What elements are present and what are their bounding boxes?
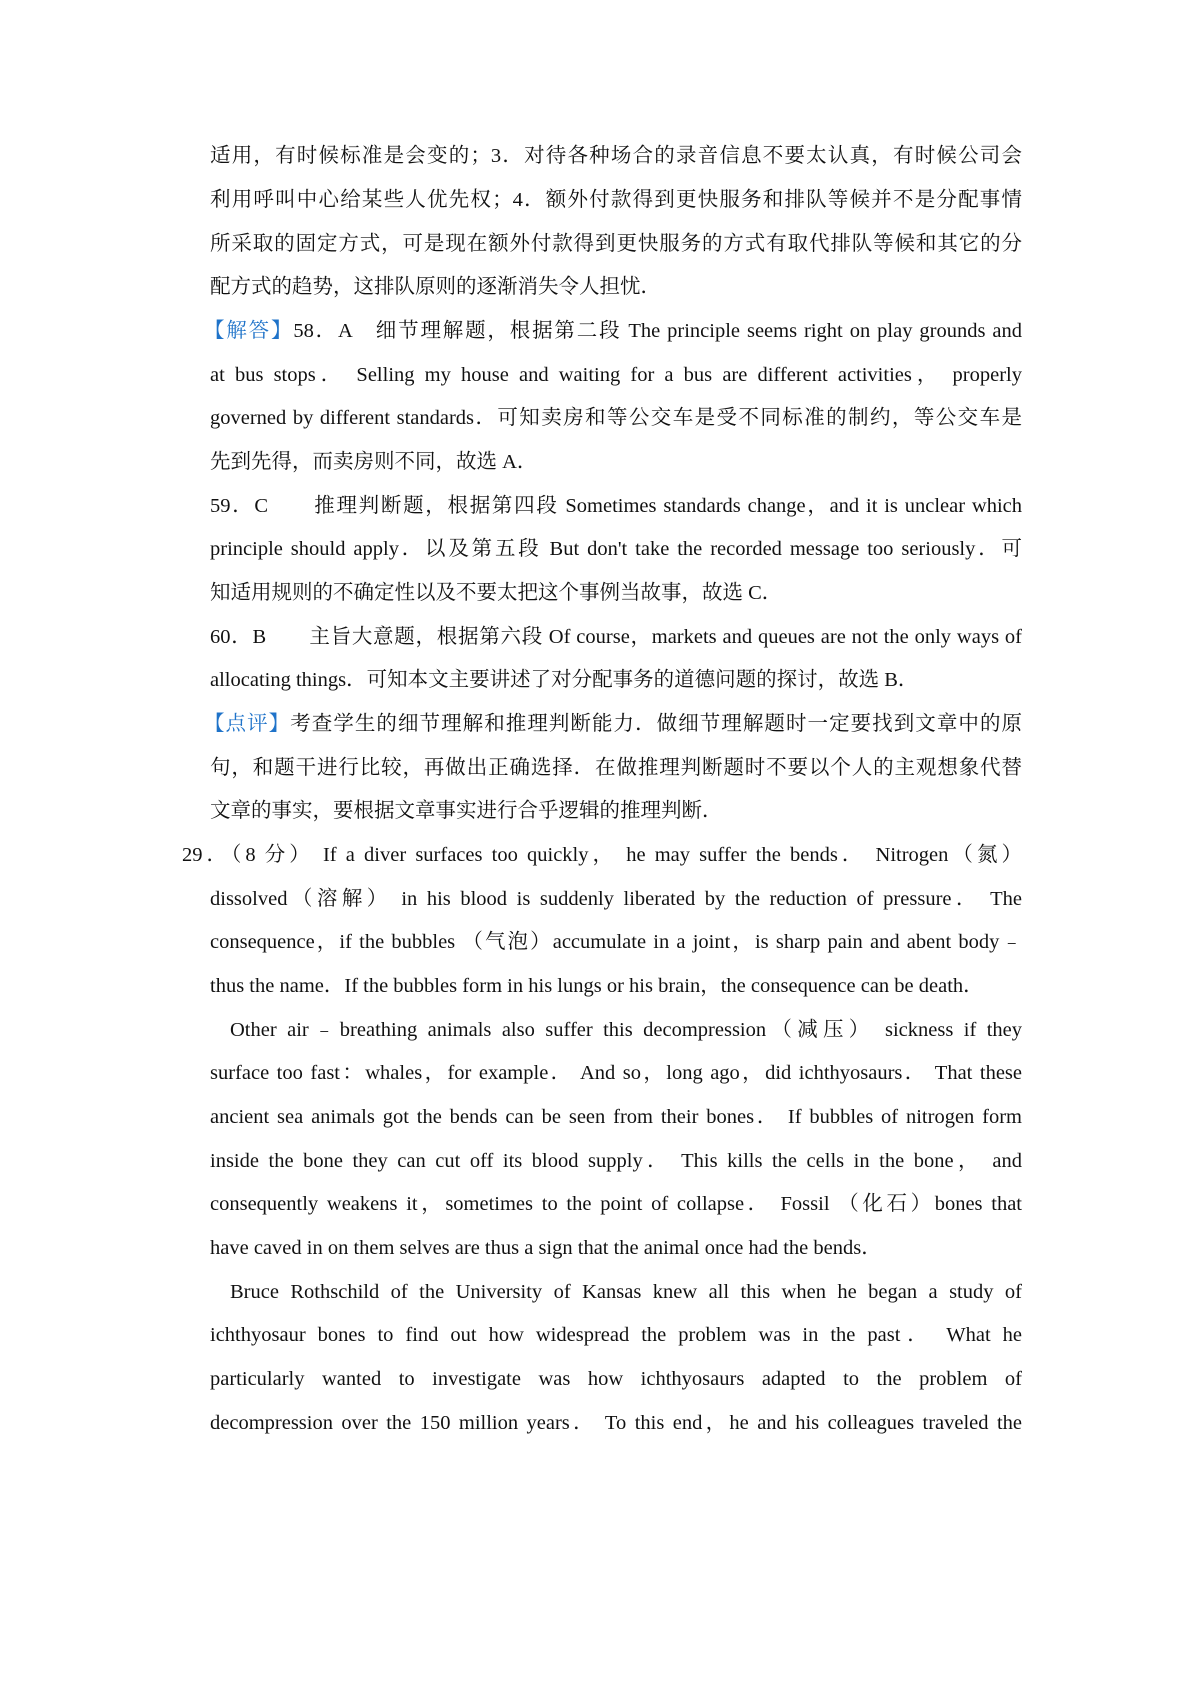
answer-line: 先到先得，而卖房则不同，故选 A． — [210, 451, 538, 473]
analysis-line: 适用，有时候标准是会变的；3．对待各种场合的录音信息不要太认真，有时候公司会 — [210, 145, 1022, 167]
question-29-line: inside the bone they can cut off its blood supply． This kills the cells in the bone， and — [210, 1150, 1022, 1172]
answer-line: allocating things．可知本文主要讲述了对分配事务的道德问题的探讨，故选 B． — [210, 669, 919, 691]
question-29-line: Other air﹣breathing animals also suffer this decompression（减压） sickness if they — [230, 1019, 1022, 1041]
answer-text: 58．A 细节理解题，根据第二段 The principle seems right on play grounds and — [293, 320, 1023, 342]
question-29-line: consequence，if the bubbles （气泡）accumulate in a joint，is sharp pain and abent body﹣ — [210, 931, 1022, 953]
question-29-line: dissolved（溶解） in his blood is suddenly liberated by the reduction of pressure． The — [210, 888, 1022, 910]
answer-line: principle should apply．以及第五段 But don't take the recorded message too seriously．可 — [210, 538, 1022, 560]
analysis-line: 所采取的固定方式，可是现在额外付款得到更快服务的方式有取代排队等候和其它的分 — [210, 233, 1022, 255]
answer-line — [204, 316, 1022, 346]
question-29-line: ichthyosaur bones to find out how widespread the problem was in the past． What he — [210, 1324, 1022, 1346]
question-29-line: decompression over the 150 million years． To this end，he and his colleagues traveled the — [210, 1412, 1022, 1434]
question-29-line: particularly wanted to investigate was how ichthyosaurs adapted to the problem of — [210, 1368, 1022, 1390]
question-29-line: have caved in on them selves are thus a sign that the animal once had the bends． — [210, 1237, 882, 1259]
analysis-line: 利用呼叫中心给某些人优先权；4．额外付款得到更快服务和排队等候并不是分配事情 — [210, 189, 1022, 211]
comment-line — [204, 709, 1022, 739]
answer-line: at bus stops． Selling my house and waiting for a bus are different activities， properly — [210, 364, 1022, 386]
answer-line: 60．B 主旨大意题，根据第六段 Of course，markets and queues are not the only ways of — [210, 626, 1022, 648]
answer-tag: 【解答】 — [204, 320, 294, 342]
analysis-line: 配方式的趋势，这排队原则的逐渐消失令人担忧． — [210, 276, 661, 298]
answer-line: governed by different standards．可知卖房和等公交车是受不同标准的制约，等公交车是 — [210, 407, 1022, 429]
question-29-line: thus the name．If the bubbles form in his lungs or his brain，the consequence can be death． — [210, 975, 984, 997]
answer-line: 59．C 推理判断题，根据第四段 Sometimes standards change，and it is unclear which — [210, 495, 1022, 517]
answer-line: 知适用规则的不确定性以及不要太把这个事例当故事，故选 C． — [210, 582, 783, 604]
question-29-line: Bruce Rothschild of the University of Kansas knew all this when he began a study of — [230, 1281, 1022, 1303]
comment-tag: 【点评】 — [204, 713, 291, 735]
question-29-line: ancient sea animals got the bends can be seen from their bones． If bubbles of nitrogen form — [210, 1106, 1022, 1128]
question-29-line: consequently weakens it，sometimes to the point of collapse． Fossil （化石）bones that — [210, 1193, 1022, 1215]
question-29-line: 29．（8 分） If a diver surfaces too quickly， he may suffer the bends． Nitrogen（氮） — [182, 844, 1022, 866]
question-29-line: surface too fast：whales，for example． And so，long ago，did ichthyosaurs． That these — [210, 1062, 1022, 1084]
comment-text: 考查学生的细节理解和推理判断能力．做细节理解题时一定要找到文章中的原 — [290, 713, 1023, 735]
comment-line: 句，和题干进行比较，再做出正确选择．在做推理判断题时不要以个人的主观想象代替 — [210, 757, 1022, 779]
comment-line: 文章的事实，要根据文章事实进行合乎逻辑的推理判断． — [210, 800, 723, 822]
